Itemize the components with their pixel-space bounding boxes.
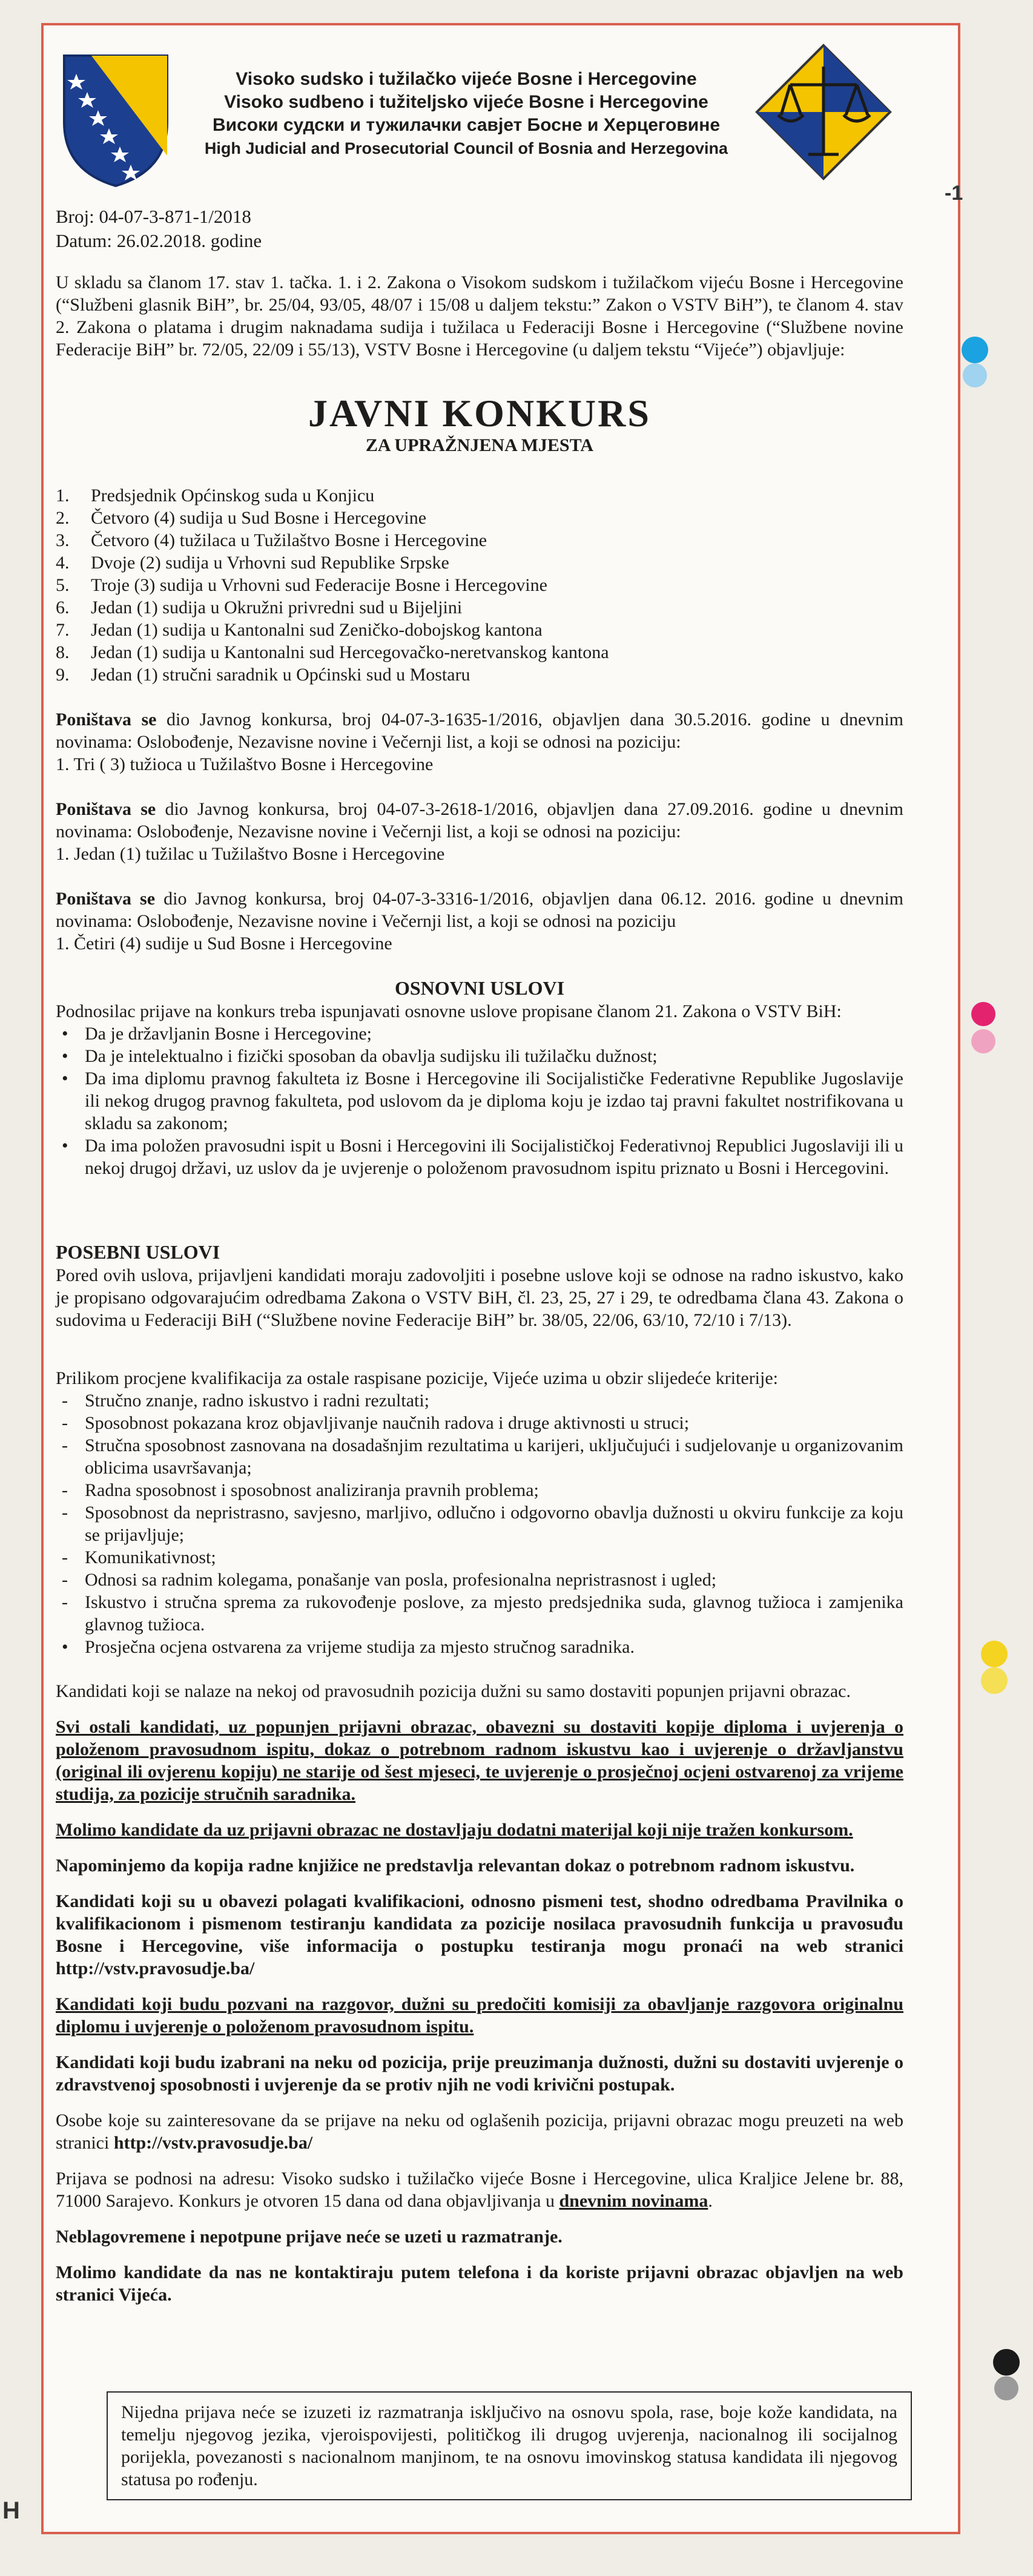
note-interview: Kandidati koji budu pozvani na razgovor, dužni su predočiti komisiji za obavljanje razgovora originalnu diplomu i uvjerenje o položenom pravosudnom ispitu. <box>56 1994 903 2037</box>
annulment-lead: Poništava se <box>56 799 156 819</box>
annulment-item: 1. Tri ( 3) tužioca u Tužilaštvo Bosne i Hercegovine <box>56 754 434 774</box>
list-item: 5. Troje (3) sudija u Vrhovni sud Federacije Bosne i Hercegovine <box>56 575 547 595</box>
special-text: Pored ovih uslova, prijavljeni kandidati moraju zadovoljiti i posebne uslove koji se odnose na radno iskustvo, kako je propisano odgovarajućim odredbama Zakona o VSTV BiH, čl. 23, 25, 27 i 29, te odredbama člana 43. Zakona o sudovima u Federaciji BiH (“Službene novine Federacije BiH” br. 38/05, 22/06, 63/10, 72/10 i 7/13). <box>56 1265 903 1330</box>
note-address: Prijava se podnosi na adresu: Visoko sudsko i tužilačko vijeće Bosne i Hercegovine, ulica Kraljice Jelene br. 88, 71000 Sarajevo. Konkurs je otvoren 15 dana od dana objavljivanja u dnevnim novinama. <box>56 2169 903 2211</box>
note-current-holders: Kandidati koji se nalaze na nekoj od pravosudnih pozicija dužni su samo dostaviti popunjen prijavni obrazac. <box>56 1681 851 1701</box>
list-item: - Sposobnost pokazana kroz objavljivanje naučnih radova i druge aktivnosti u struci; <box>62 1413 690 1433</box>
criteria-section <box>56 1367 903 1658</box>
note-no-phone: Molimo kandidate da nas ne kontaktiraju putem telefona i da koriste prijavni obrazac objavljen na web stranici Vijeća. <box>56 2262 903 2305</box>
annulment-lead: Poništava se <box>56 889 156 909</box>
list-item: - Stručna sposobnost zasnovana na dosadašnjim rezultatima u karijeri, uključujući i sudjelovanje u organizovanim oblicima usavršavanja; <box>62 1435 903 1478</box>
annulment-1 <box>56 708 903 776</box>
list-item: 9. Jedan (1) stručni saradnik u Općinski sud u Mostaru <box>56 665 470 685</box>
annulment-item: 1. Četiri (4) sudije u Sud Bosne i Hercegovine <box>56 934 392 954</box>
registration-dot-cyan-light <box>963 363 987 387</box>
list-item: • Da ima diplomu pravnog fakulteta iz Bosne i Hercegovine ili Socijalističke Federativne Republike Jugoslavije ili nekog drugog pravnog fakulteta, pod uslovom da je diploma koju je izdao taj pravni fakultet nostrifikovana u skladu sa zakonom; <box>62 1069 903 1133</box>
list-item: - Sposobnost da nepristrasno, savjesno, marljivo, odlučno i odgovorno obavlja dužnosti u okviru funkcije za koju se prijavljuje; <box>62 1503 903 1545</box>
registration-dot-magenta <box>971 1002 995 1026</box>
list-item: 6. Jedan (1) sudija u Okružni privredni sud u Bijeljini <box>56 598 463 618</box>
list-item: - Komunikativnost; <box>62 1547 216 1567</box>
list-item: • Da ima položen pravosudni ispit u Bosni i Hercegovini ili Socijalističkoj Federativnoj Republici Jugoslaviji ili u nekoj drugoj državi, uz uslov da je uvjerenje o položenom pravosudnom ispitu priznato u Bosni i Hercegovini. <box>62 1136 903 1178</box>
notes-section <box>56 1680 903 2306</box>
basic-heading: OSNOVNI USLOVI <box>394 977 565 999</box>
special-conditions <box>56 1240 903 1331</box>
list-item: - Iskustvo i stručna sprema za rukovođenje poslove, za mjesto predsjednika suda, glavnog tužioca i zamjenika glavnog tužioca. <box>62 1592 903 1635</box>
intro-text: U skladu sa članom 17. stav 1. tačka. 1. i 2. Zakona o Visokom sudskom i tužilačkom vijeću Bosne i Hercegovine (“Službeni glasnik BiH”, br. 25/04, 93/05, 48/07 i 15/08 u daljem tekstu:” Zakon o VSTV BiH”), te članom 4. stav 2. Zakona o platama i drugim naknadama sudija i tužilaca u Federaciji Bosne i Hercegovine (“Službene novine Federacije BiH” br. 72/05, 22/09 i 55/13), VSTV Bosne i Hercegovine (u daljem tekstu “Vijeće”) objavljuje: <box>56 272 903 360</box>
margin-mark-top: -1 <box>945 182 963 205</box>
newspapers-emphasis: dnevnim novinama <box>559 2191 708 2211</box>
title-section <box>56 392 903 456</box>
council-name-sr: Високи судски и тужилачки савјет Босне и Херцеговине <box>212 115 721 135</box>
positions-list <box>56 484 903 686</box>
note-work-book: Napominjemo da kopija radne knjižice ne predstavlja relevantan dokaz o potrebnom radnom iskustvu. <box>56 1856 855 1876</box>
list-item: 2. Četvoro (4) sudija u Sud Bosne i Hercegovine <box>56 508 427 528</box>
list-item: 4. Dvoje (2) sudija u Vrhovni sud Republike Srpske <box>56 553 449 573</box>
annulment-lead: Poništava se <box>56 710 157 730</box>
criteria-intro: Prilikom procjene kvalifikacija za ostale raspisane pozicije, Vijeće uzima u obzir slijedeće kriterije: <box>56 1368 778 1388</box>
basic-intro: Podnosilac prijave na konkurs treba ispunjavati osnovne uslove propisane članom 21. Zakona o VSTV BiH: <box>56 1001 842 1021</box>
reference-date: Datum: 26.02.2018. godine <box>56 230 262 251</box>
intro-section <box>56 271 903 361</box>
note-form-download: Osobe koje su zainteresovane da se prijave na neku od oglašenih pozicija, prijavni obrazac mogu preuzeti na web stranici http://vstv.pravosudje.ba/ <box>56 2110 903 2153</box>
annulment-text: dio Javnog konkursa, broj 04-07-3-3316-1/2016, objavljen dana 06.12. 2016. godine u dnevnim novinama: Oslobođenje, Nezavisne novine i Večernji list, a koji se odnosi na poziciju <box>56 889 903 931</box>
registration-dot-cyan <box>962 337 988 363</box>
registration-dot-yellow <box>981 1641 1008 1667</box>
scales-of-justice-icon <box>754 42 893 182</box>
registration-dot-gray <box>994 2376 1018 2400</box>
positions-section <box>56 484 903 686</box>
basic-list <box>56 1023 903 1179</box>
list-item: - Odnosi sa radnim kolegama, ponašanje van posla, profesionalna nepristrasnost i ugled; <box>62 1570 717 1590</box>
note-testing: Kandidati koji su u obavezi polagati kvalifikacioni, odnosno pismeni test, shodno odredbama Pravilnika o kvalifikacionom i pismenom testiranju kandidata za pozicije nosilaca pravosudnih funkcija u pravosuđu Bosne i Hercegovine, više informacija o postupku testiranja mogu pronaći na web stranici http://vstv.pravosudje.ba/ <box>56 1891 903 1978</box>
list-item: • Da je državljanin Bosne i Hercegovine; <box>62 1024 372 1044</box>
annulment-text: dio Javnog konkursa, broj 04-07-3-2618-1/2016, objavljen dana 27.09.2016. godine u dnevnim novinama: Oslobođenje, Nezavisne novine i Večernji list, a koji se odnosi na poziciju: <box>56 799 903 842</box>
criteria-list <box>56 1389 903 1658</box>
registration-dot-magenta-light <box>971 1029 995 1053</box>
annulment-item: 1. Jedan (1) tužilac u Tužilaštvo Bosne i Hercegovine <box>56 844 445 864</box>
non-discrimination-box <box>107 2391 912 2500</box>
page-subtitle: ZA UPRAŽNJENA MJESTA <box>365 435 594 455</box>
non-discrimination-text: Nijedna prijava neće se izuzeti iz razmatranja isključivo na osnovu spola, rase, boje kože kandidata, na temelju njegovog jezika, vjeroispovijesti, političkog ili drugog uvjerenja, nacionalnog ili socijalnog porijekla, povezanosti s nacionalnom manjinom, te na osnovu imovinskog statusa kandidata ili njegovog statusa po rođenju. <box>121 2402 897 2489</box>
list-item: 8. Jedan (1) sudija u Kantonalni sud Hercegovačko-neretvanskog kantona <box>56 642 609 662</box>
annulment-text: dio Javnog konkursa, broj 04-07-3-1635-1/2016, objavljen dana 30.5.2016. godine u dnevnim novinama: Oslobođenje, Nezavisne novine i Večernji list, a koji se odnosi na poziciju: <box>56 710 903 752</box>
list-item: 3. Četvoro (4) tužilaca u Tužilaštvo Bosne i Hercegovine <box>56 530 487 550</box>
annulment-3 <box>56 888 903 955</box>
bih-coat-of-arms-icon <box>58 50 173 189</box>
list-item: • Da je intelektualno i fizički sposoban da obavlja sudijsku ili tužilačku dužnost; <box>62 1046 658 1066</box>
page-title: JAVNI KONKURS <box>308 392 651 435</box>
list-item: • Prosječna ocjena ostvarena za vrijeme studija za mjesto stručnog saradnika. <box>62 1637 635 1657</box>
special-heading: POSEBNI USLOVI <box>56 1241 220 1263</box>
margin-mark-bottom: H <box>2 2497 20 2524</box>
note-selected-candidates: Kandidati koji budu izabrani na neku od pozicija, prije preuzimanja dužnosti, dužni su dostaviti uvjerenje o zdravstvenoj sposobnosti i uvjerenje da se protiv njih ne vodi krivični postupak. <box>56 2052 903 2095</box>
basic-conditions <box>56 976 903 1179</box>
registration-dot-yellow-light <box>981 1667 1008 1694</box>
reference-block <box>56 205 262 253</box>
list-item: 1. Predsjednik Općinskog suda u Konjicu <box>56 486 375 506</box>
council-name-bs: Visoko sudsko i tužilačko vijeće Bosne i Hercegovine <box>236 69 697 89</box>
council-header <box>194 68 739 160</box>
reference-number: Broj: 04-07-3-871-1/2018 <box>56 206 251 227</box>
annulment-2 <box>56 798 903 865</box>
web-link[interactable]: http://vstv.pravosudje.ba/ <box>113 2133 313 2153</box>
list-item: 7. Jedan (1) sudija u Kantonalni sud Zeničko-dobojskog kantona <box>56 620 543 640</box>
council-name-hr: Visoko sudbeno i tužiteljsko vijeće Bosne i Hercegovine <box>224 92 708 112</box>
list-item: - Stručno znanje, radno iskustvo i radni rezultati; <box>62 1391 430 1411</box>
note-documents: Svi ostali kandidati, uz popunjen prijavni obrazac, obavezni su dostaviti kopije diploma i uvjerenja o položenom pravosudnom ispitu, dokaz o potrebnom radnom iskustvu kao i uvjerenje o državljanstvu (original ili ovjerenu kopiju) ne starije od šest mjeseci, te uvjerenje o prosječnoj ocjeni ostvarenoj za vrijeme studija, za pozicije stručnih saradnika. <box>56 1717 903 1804</box>
registration-dot-black <box>993 2349 1020 2376</box>
note-late-applications: Neblagovremene i nepotpune prijave neće se uzeti u razmatranje. <box>56 2227 563 2247</box>
note-no-extra-material: Molimo kandidate da uz prijavni obrazac ne dostavljaju dodatni materijal koji nije tražen konkursom. <box>56 1820 853 1840</box>
list-item: - Radna sposobnost i sposobnost analiziranja pravnih problema; <box>62 1480 539 1500</box>
council-name-en: High Judicial and Prosecutorial Council of Bosnia and Herzegovina <box>204 139 728 157</box>
